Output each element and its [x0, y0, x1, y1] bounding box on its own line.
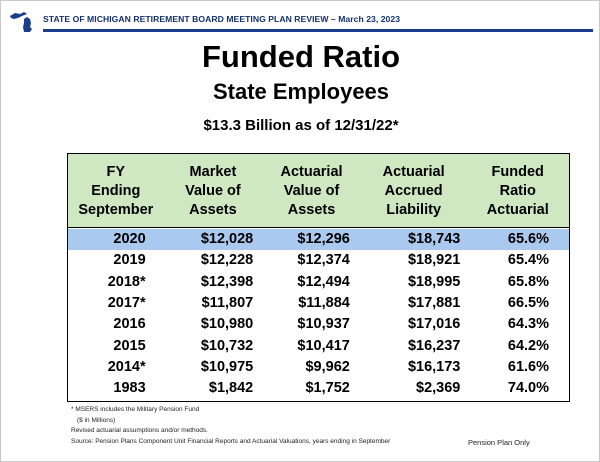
michigan-map-icon — [9, 10, 41, 34]
table-row: 2016 $10,980 $10,937 $17,016 64.3% — [113, 316, 549, 333]
as-of-total: $13.3 Billion as of 12/31/22* — [203, 117, 399, 134]
table-row: 2018* $12,398 $12,494 $18,995 65.8% — [107, 273, 549, 290]
footnote-source: Source: Pension Plans Component Unit Financial Reports and Actuarial Valuations, years ending in September — [71, 437, 391, 445]
footnote-msers: * MSERS includes the Military Pension Fund — [71, 406, 200, 413]
page-title: Funded Ratio — [201, 39, 401, 74]
page-subtitle: State Employees — [212, 79, 390, 104]
footnote-revised: Revised actuarial assumptions and/or methods. — [71, 427, 208, 434]
table-body — [68, 228, 569, 401]
table-row: 2014* $10,975 $9,962 $16,173 61.6% — [107, 358, 549, 375]
table-row: 2015 $10,732 $10,417 $16,237 64.2% — [113, 337, 549, 354]
header-bar — [9, 10, 593, 32]
column-header-actuarial-value: Actuarial Value of Assets — [280, 164, 343, 218]
footnotes — [71, 405, 390, 447]
header-rule — [43, 29, 593, 32]
table-row: 2017* $11,807 $11,884 $17,881 66.5% — [107, 295, 549, 312]
header-title: STATE OF MICHIGAN RETIREMENT BOARD MEETING PLAN REVIEW – March 23, 2023 — [43, 14, 401, 24]
table-row: 1983 $1,842 $1,752 $2,369 74.0% — [113, 380, 549, 397]
column-header-funded-ratio: Funded Ratio Actuarial — [486, 164, 549, 218]
footnote-units: ($ in Millions) — [77, 416, 116, 424]
pension-plan-only-label: Pension Plan Only — [468, 438, 530, 447]
column-header-fy: FY Ending September — [78, 164, 154, 218]
table-row: 2020 $12,028 $12,296 $18,743 65.6% — [68, 229, 569, 250]
table-row: 2019 $12,228 $12,374 $18,921 65.4% — [113, 252, 549, 269]
table-header — [68, 154, 569, 228]
funded-ratio-table — [67, 153, 570, 402]
column-header-accrued-liability: Actuarial Accrued Liability — [382, 164, 445, 218]
column-header-market-value: Market Value of Assets — [185, 164, 241, 218]
